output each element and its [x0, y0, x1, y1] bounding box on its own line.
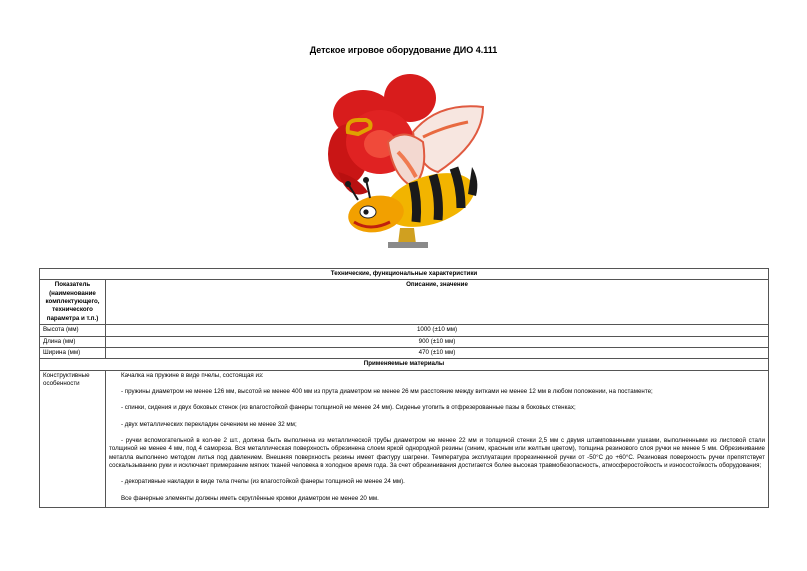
header-indicator: Показатель (наименование комплектующего, технического параметра и т.п.)	[40, 280, 106, 325]
page-title: Детское игровое оборудование ДИО 4.111	[309, 45, 498, 55]
features-paragraph: - пружины диаметром не менее 126 мм, высотой не менее 400 мм из прута диаметром не менее 26 мм расстояние между витками не менее 12 мм в любом положении, на постаменте;	[121, 387, 653, 395]
features-description	[106, 370, 769, 508]
header-description: Описание, значение	[106, 280, 769, 325]
row-label: Длина (мм)	[40, 336, 106, 347]
table-row	[40, 347, 769, 358]
bee-rocker-image	[318, 72, 490, 252]
row-label: Ширина (мм)	[40, 347, 106, 358]
features-paragraph: - спинки, сидения и двух боковых стенок (из влагостойкой фанеры толщиной не менее 24 мм). Сиденье утопить в отфрезерованные пазы в боковых стенках;	[121, 404, 576, 412]
row-value: 1000 (±10 мм)	[106, 325, 769, 336]
specification-table	[39, 268, 769, 508]
features-paragraph: Качалка на пружине в виде пчелы, состоящая из:	[121, 371, 264, 379]
features-paragraph: - двух металлических перекладин сечением не менее 32 мм;	[121, 420, 297, 428]
features-label: Конструктивные особенности	[40, 370, 106, 508]
row-label: Высота (мм)	[40, 325, 106, 336]
spring-base	[388, 228, 428, 248]
row-value: 900 (±10 мм)	[106, 336, 769, 347]
table-row	[40, 370, 769, 508]
table-row	[40, 325, 769, 336]
features-paragraph: Все фанерные элементы должны иметь скруглённые кромки диаметром не менее 20 мм.	[121, 494, 379, 502]
section-materials: Применяемые материалы	[40, 359, 769, 370]
section-characteristics: Технические, функциональные характеристики	[40, 269, 769, 280]
features-paragraph: - ручки вспомогательной в кол-ве 2 шт., должна быть выполнена из металлической трубы диаметром не менее 22 мм и толщиной стенки 2,5 мм с двумя штампованными ушками, выполненными из листовой стали толщиной не менее 4 мм, под 4 самореза. Вся металлическая поверхность обрезинена слоем яркой однородной резины (синим, красным или желтым цветом), толщина резинового слоя ручки не менее 5 мм. Обрезинивание металла выполнено методом литья под давлением. Внешняя поверхность резины имеет фактуру шагрени. Температура эксплуатации прорезиненной ручки от -50°С до +60°С. Резиновая поверхность ручки препятствует соскальзыванию руки и исключает примерзание мягких тканей человека в холодное время года. За счет обрезинивания достигается более высокая травмобезопасность, атмосферостойкость и износостойкость оборудования;	[109, 437, 765, 470]
features-paragraph: - декоративные накладки в виде тела пчелы (из влагостойкой фанеры толщиной не менее 24 мм).	[121, 478, 405, 486]
row-value: 470 (±10 мм)	[106, 347, 769, 358]
table-row	[40, 336, 769, 347]
